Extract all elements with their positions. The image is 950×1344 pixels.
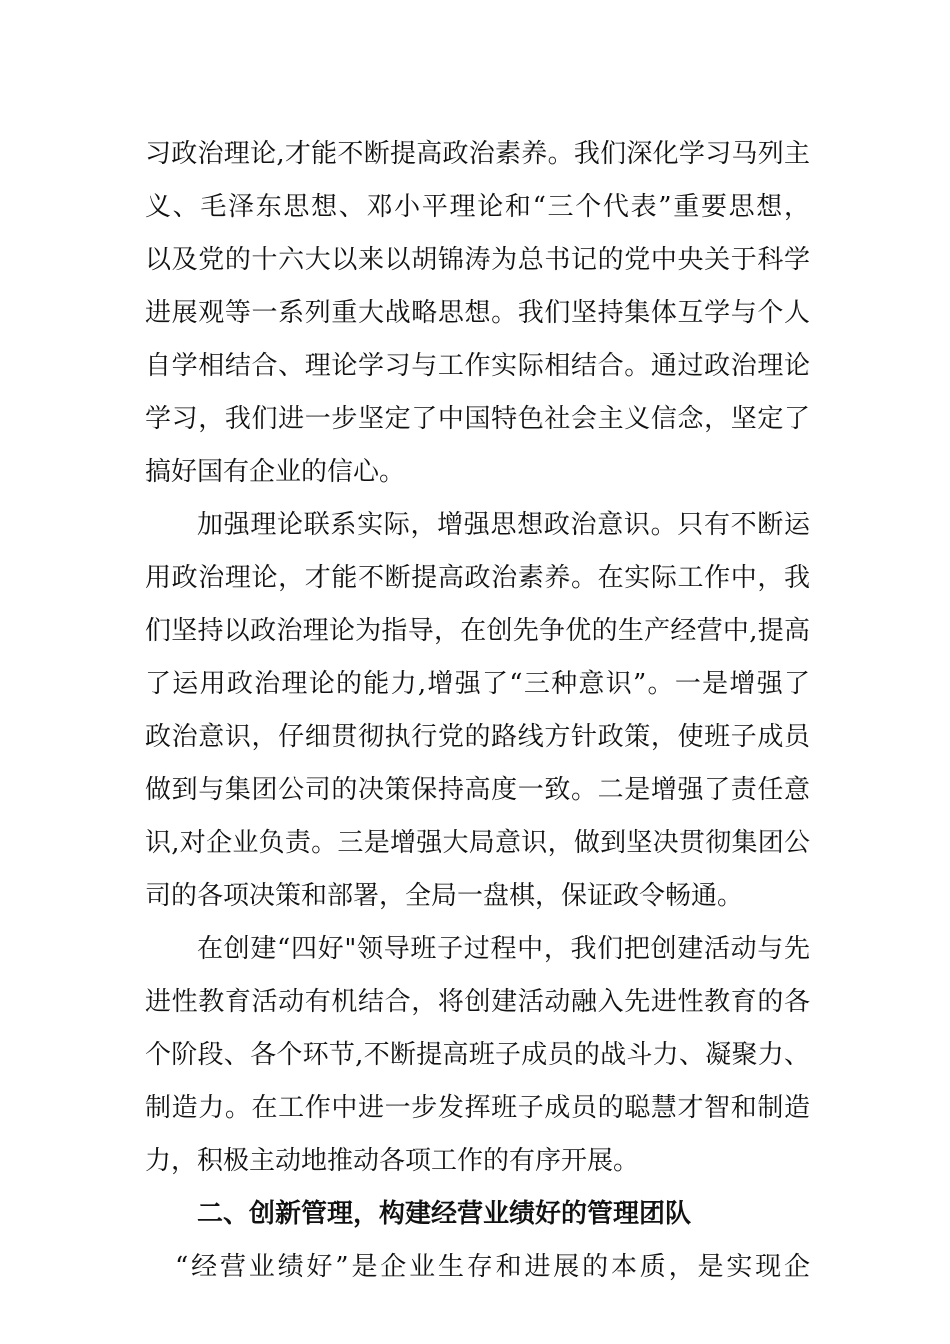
paragraph-line: 力，积极主动地推动各项工作的有序开展。 — [145, 1146, 640, 1176]
paragraph-line: 了运用政治理论的能力,增强了“三种意识”。一是增强了 — [145, 669, 810, 699]
paragraph-first-line: 在创建“四好"领导班子过程中，我们把创建活动与先 — [197, 934, 810, 964]
paragraph-line: 用政治理论，才能不断提高政治素养。在实际工作中，我 — [145, 563, 810, 593]
paragraph-line: 制造力。在工作中进一步发挥班子成员的聪慧才智和制造 — [145, 1093, 810, 1123]
paragraph-line: 习政治理论,才能不断提高政治素养。我们深化学习马列主 — [145, 139, 810, 169]
paragraph-line: 学习，我们进一步坚定了中国特色社会主义信念，坚定了 — [145, 404, 810, 434]
paragraph-line: 进展观等一系列重大战略思想。我们坚持集体互学与个人 — [145, 298, 810, 328]
paragraph-first-line: 加强理论联系实际，增强思想政治意识。只有不断运 — [197, 510, 810, 540]
paragraph-line: 们坚持以政治理论为指导，在创先争优的生产经营中,提高 — [145, 616, 810, 646]
paragraph-line: 以及党的十六大以来以胡锦涛为总书记的党中央关于科学 — [145, 245, 810, 275]
paragraph-first-line: “经营业绩好”是企业生存和进展的本质，是实现企 — [175, 1252, 810, 1282]
paragraph-line: 自学相结合、理论学习与工作实际相结合。通过政治理论 — [145, 351, 810, 381]
section-heading: 二、创新管理，构建经营业绩好的管理团队 — [197, 1199, 692, 1229]
paragraph-line: 个阶段、各个环节,不断提高班子成员的战斗力、凝聚力、 — [145, 1040, 810, 1070]
paragraph-line: 搞好国有企业的信心。 — [145, 457, 406, 487]
document-body — [145, 128, 810, 1294]
paragraph-line: 司的各项决策和部署，全局一盘棋，保证政令畅通。 — [145, 881, 744, 911]
paragraph-line: 做到与集团公司的决策保持高度一致。二是增强了责任意 — [145, 775, 810, 805]
paragraph-line: 识,对企业负责。三是增强大局意识，做到坚决贯彻集团公 — [145, 828, 810, 858]
paragraph-line: 政治意识，仔细贯彻执行党的路线方针政策，使班子成员 — [145, 722, 810, 752]
paragraph-line: 义、毛泽东思想、邓小平理论和“三个代表”重要思想， — [145, 192, 810, 222]
paragraph-line: 进性教育活动有机结合，将创建活动融入先进性教育的各 — [145, 987, 810, 1017]
